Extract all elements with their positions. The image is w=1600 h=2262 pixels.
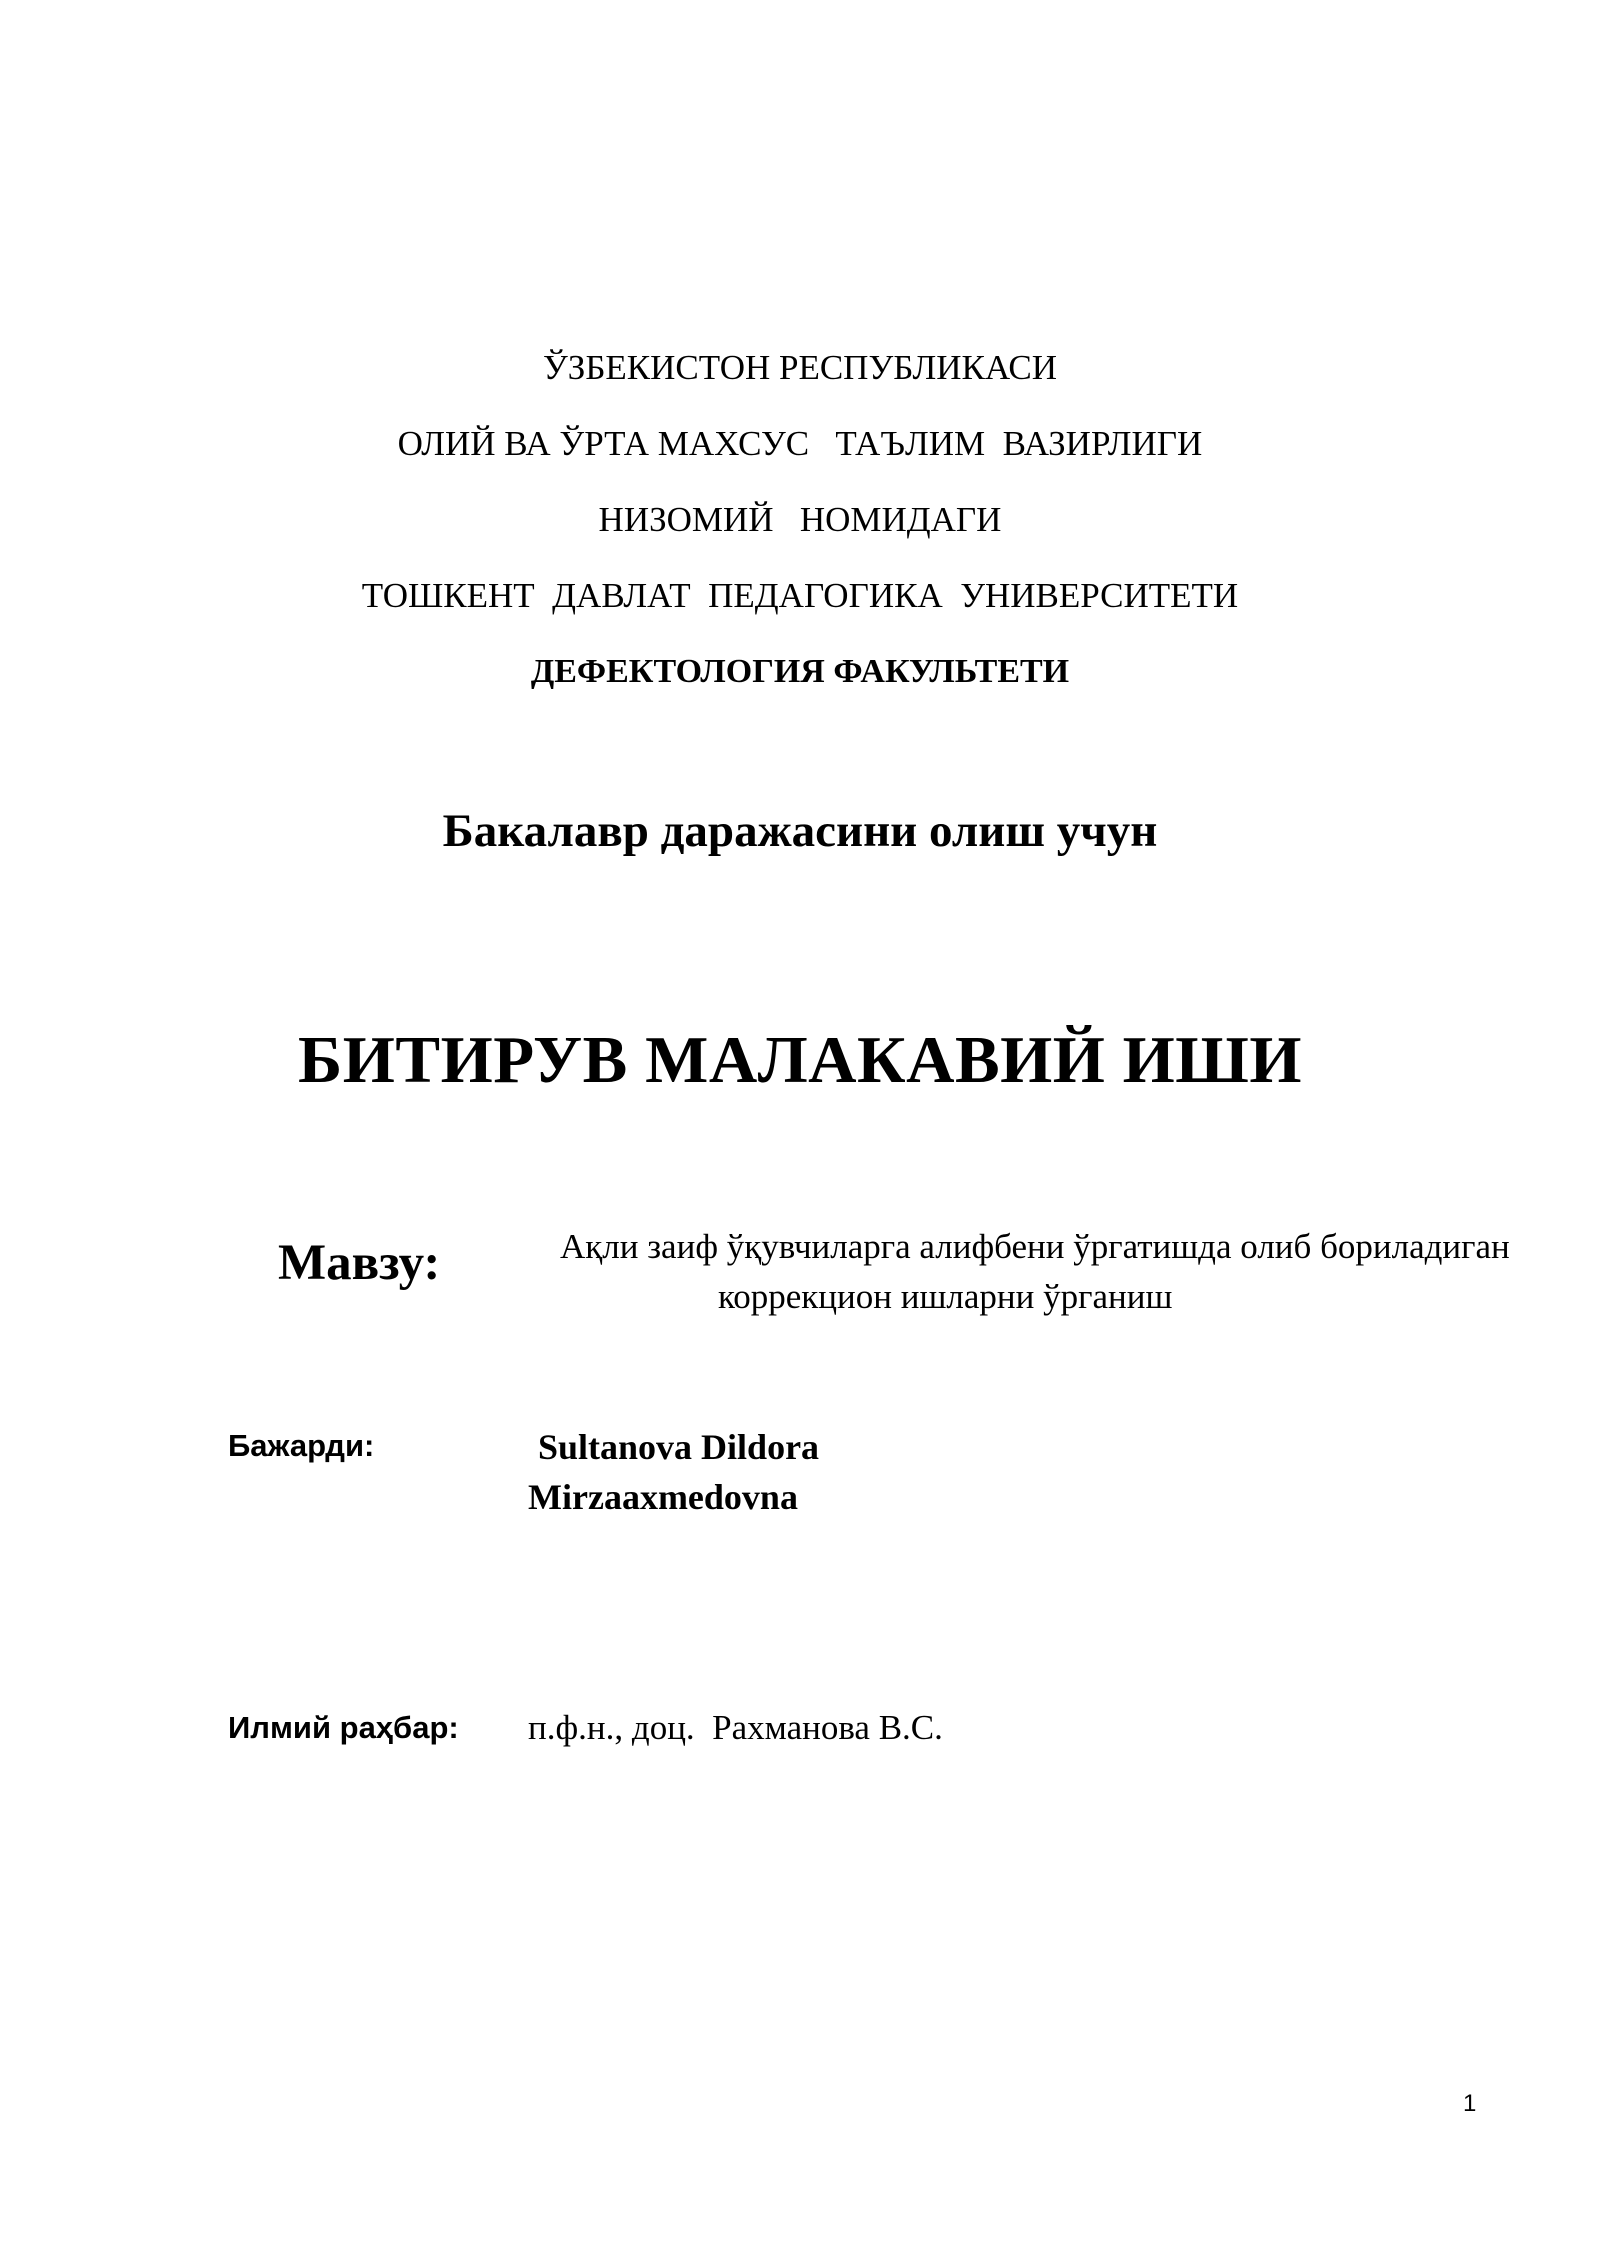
supervisor-value: п.ф.н., доц. Рахманова В.С.	[528, 1708, 943, 1747]
topic-text-line-1: Ақли заиф ўқувчиларга алифбени ўргатишда олиб бориладиган	[560, 1227, 1510, 1266]
header-named-after-line: НИЗОМИЙ НОМИДАГИ	[598, 500, 1002, 539]
header-country-line: ЎЗБЕКИСТОН РЕСПУБЛИКАСИ	[543, 348, 1057, 387]
topic-text-line-2: коррекцион ишларни ўрганиш	[718, 1277, 1173, 1316]
work-title: БИТИРУВ МАЛАКАВИЙ ИШИ	[298, 1023, 1302, 1097]
topic-label: Мавзу:	[278, 1235, 441, 1291]
degree-line: Бакалавр даражасини олиш учун	[442, 805, 1158, 857]
header-ministry-line: ОЛИЙ ВА ЎРТА МАХСУС ТАЪЛИМ ВАЗИРЛИГИ	[397, 424, 1203, 463]
supervisor-label: Илмий раҳбар:	[228, 1710, 459, 1745]
performer-name-line-2: Mirzaaxmedovna	[528, 1477, 798, 1517]
performer-label: Бажарди:	[228, 1428, 375, 1463]
page-number: 1	[1463, 2090, 1477, 2117]
performer-name-line-1: Sultanova Dildora	[538, 1427, 820, 1467]
header-faculty-line: ДЕФЕКТОЛОГИЯ ФАКУЛЬТЕТИ	[530, 653, 1070, 690]
header-university-line: ТОШКЕНТ ДАВЛАТ ПЕДАГОГИКА УНИВЕРСИТЕТИ	[361, 576, 1239, 615]
